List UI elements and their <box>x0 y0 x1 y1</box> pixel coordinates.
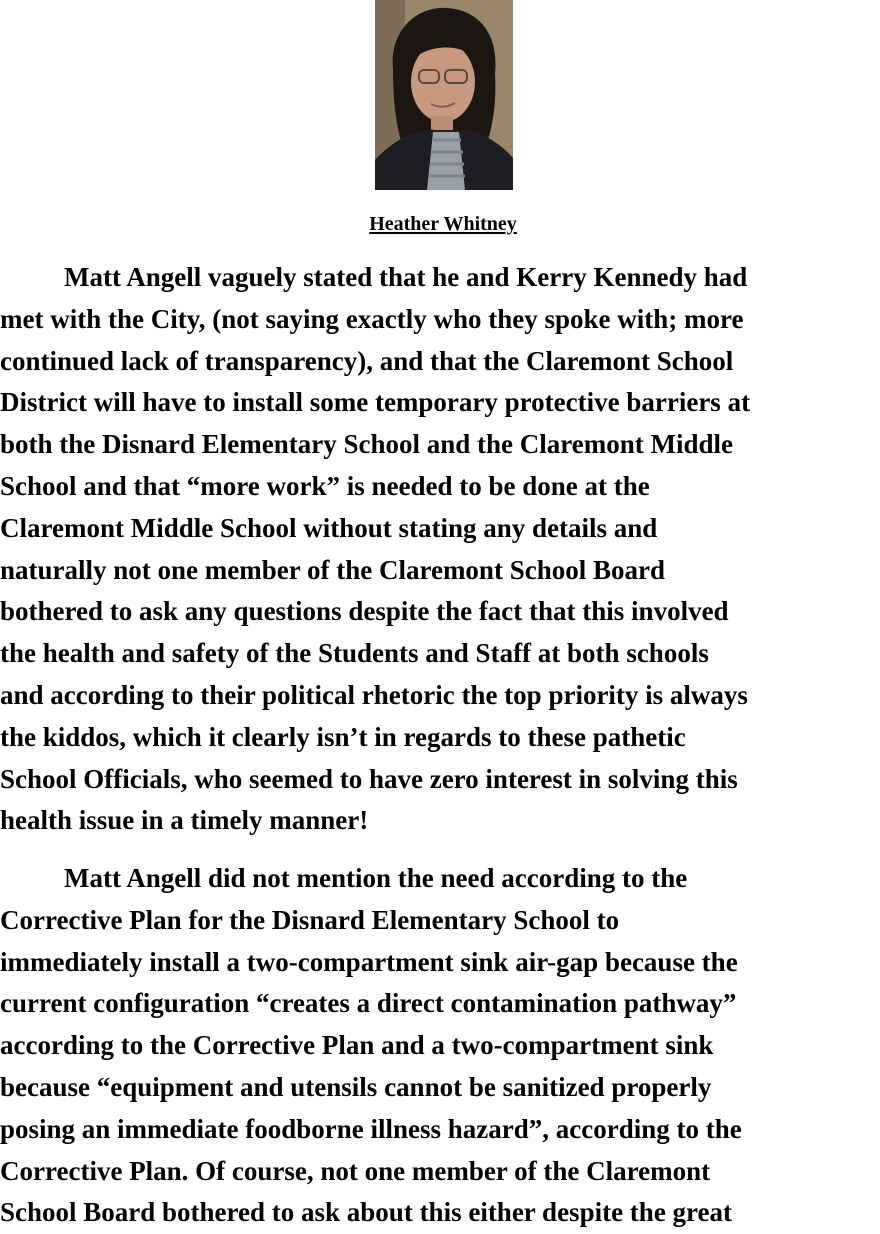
paragraph-line: and according to their political rhetoric the top priority is always <box>0 679 748 710</box>
paragraph-line: Corrective Plan. Of course, not one member of the Claremont <box>0 1155 711 1186</box>
paragraph-line: School Officials, who seemed to have zero interest in solving this <box>0 763 738 794</box>
paragraph-line: Matt Angell vaguely stated that he and Kerry Kennedy had <box>64 262 748 292</box>
paragraph-line: Matt Angell did not mention the need according to the <box>64 863 688 893</box>
paragraph-line: both the Disnard Elementary School and the Claremont Middle <box>0 429 734 460</box>
paragraph-line: School Board bothered to ask about this either despite the great <box>0 1197 733 1228</box>
photo-caption: Heather Whitney <box>369 213 517 235</box>
portrait-photo <box>375 0 513 190</box>
paragraph-line: the health and safety of the Students and Staff at both schools <box>0 638 709 669</box>
paragraph-line: immediately install a two-compartment sink air-gap because the <box>0 946 738 977</box>
paragraph-line: posing an immediate foodborne illness hazard”, according to the <box>0 1113 742 1144</box>
paragraph-line: because “equipment and utensils cannot be sanitized properly <box>0 1071 712 1102</box>
paragraph-line: naturally not one member of the Claremont School Board <box>0 554 665 585</box>
paragraph-line: continued lack of transparency), and that the Claremont School <box>0 345 734 376</box>
paragraph-line: bothered to ask any questions despite the fact that this involved <box>0 596 729 627</box>
paragraph-line: School and that “more work” is needed to be done at the <box>0 470 650 501</box>
paragraph-1 <box>0 257 880 842</box>
paragraph-line: according to the Corrective Plan and a two-compartment sink <box>0 1030 714 1061</box>
portrait-image <box>375 0 513 190</box>
paragraph-line: District will have to install some temporary protective barriers at <box>0 387 751 418</box>
paragraph-2 <box>0 858 880 1234</box>
paragraph-line: Claremont Middle School without stating any details and <box>0 512 658 543</box>
paragraph-line: the kiddos, which it clearly isn’t in regards to these pathetic <box>0 721 686 752</box>
paragraph-line: met with the City, (not saying exactly who they spoke with; more <box>0 303 744 334</box>
paragraph-line: Corrective Plan for the Disnard Elementary School to <box>0 904 620 935</box>
paragraph-line: current configuration “creates a direct contamination pathway” <box>0 988 737 1019</box>
paragraph-line: health issue in a timely manner! <box>0 805 369 836</box>
